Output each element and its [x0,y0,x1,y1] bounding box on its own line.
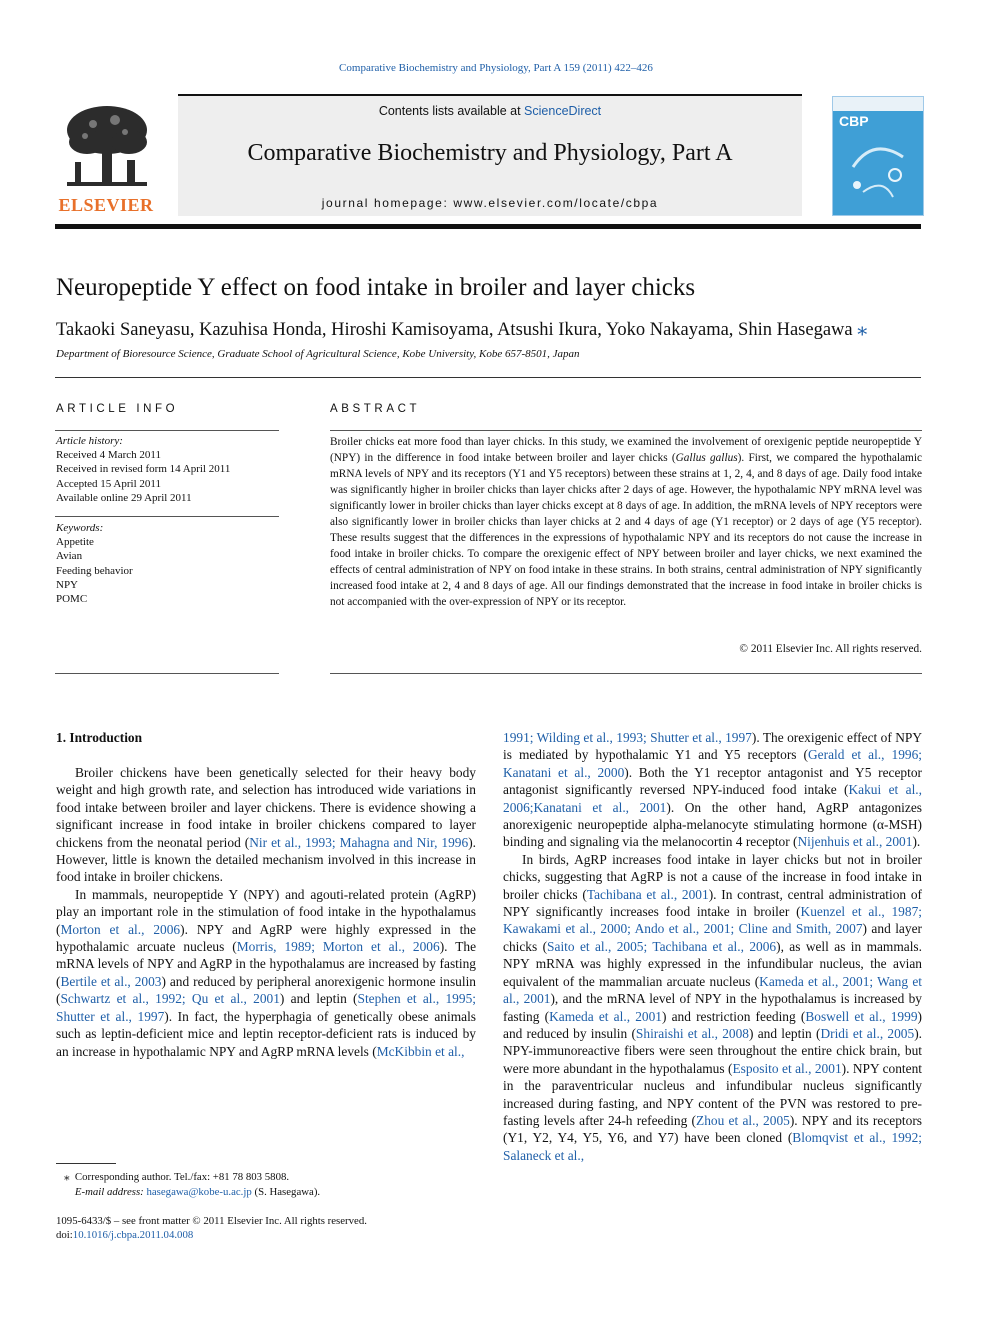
citation-link[interactable]: Stephen et al., 1995; Shutter et al., 1997 [56,991,476,1024]
abstract-text [330,434,922,610]
history-item: Accepted 15 April 2011 [56,477,161,490]
abstract-part: Broiler chicks eat more food than layer chicks. In this study, we examined the involvement of orexigenic peptide neuropeptide Y (NPY) in the difference in food intake between broiler and layer chicks ( [330,436,922,464]
article-info-heading: ARTICLE INFO [56,403,179,415]
body-text: ), as well as in mammals. NPY mRNA was highly expressed in the infundibular nucleus, the avian equivalent of the mammalian arcuate nucleus ( [503,938,922,989]
journal-cover[interactable] [832,96,924,216]
body-text: ), and the mRNA level of NPY in the hypothalamus is increased by fasting ( [503,991,922,1024]
citation-link[interactable]: Nijenhuis et al., 2001 [797,834,913,850]
affiliation: Department of Bioresource Science, Graduate School of Agricultural Science, Kobe University, Kobe 657-8501, Japan [56,348,580,360]
issn-line: 1095-6433/$ – see front matter © 2011 Elsevier Inc. All rights reserved. [56,1215,367,1227]
body-text: ). NPY content in the paraventricular nucleus and infundibular nucleus significantly increased during fasting, and NPY content of the PVN was restored to pre-fasting levels after 24-h refeeding ( [503,1060,922,1128]
keyword: Appetite [56,536,94,549]
article-history [56,434,230,505]
email-line [56,1185,320,1200]
footnote [56,1170,320,1200]
citation-link[interactable]: Dridi et al., 2005 [820,1025,915,1041]
keyword: Avian [56,550,83,563]
history-item: Received in revised form 14 April 2011 [56,463,231,476]
body-paragraph [503,729,922,851]
citation-link[interactable]: 1991; Wilding et al., 1993; Shutter et al., 1997 [503,730,752,745]
citation-link[interactable]: Kuenzel et al., 1987; Kawakami et al., 2000; Ando et al., 2001; Cline and Smith, 2007 [503,904,922,937]
body-text: ). NPY and AgRP were highly expressed in the hypothalamic arcuate nucleus ( [56,921,476,955]
body-text: ). NPY and its receptors (Y1, Y2, Y4, Y5, Y6, and Y7) have been cloned ( [503,1112,922,1146]
corresponding-author-note [56,1170,320,1185]
body-column-right [503,729,922,1164]
homepage-label: journal homepage: [321,196,454,210]
header-rule [55,224,921,229]
elsevier-tree-icon [55,100,157,192]
body-text: ). The mRNA levels of NPY and AgRP in the hypothalamus are increased by fasting ( [56,939,477,989]
citation-link[interactable]: Saito et al., 2005; Tachibana et al., 2006 [547,938,777,954]
homepage-url[interactable]: www.elsevier.com/locate/cbpa [453,196,659,210]
abstract-part: ). First, we compared the hypothalamic mRNA levels of NPY and its receptors (Y1 and Y5 receptors) between these strains at 1, 2, 4, and 8 days of age. Daily food intake was significantly higher in broiler chicks than layer chicks after 2 days of age. However, the hypothalamic NPY mRNA level was significantly lower in broiler chicks than layer chicks except at 8 days of age. In addition, the mRNA levels of NPY receptors were also significantly lower in broiler chicks than layer chicks at 2 and 4 days of age (Y1 receptor) or 2 days of age (Y5 receptor). These results suggest that the differences in the expressions of hypothalamic NPY and its receptors do not cause the increase in food intake in broiler chicks. To compare the orexigenic effect of NPY between broiler and layer chicks, we next examined the effects of central administration of NPY on food intake in these strains. In both strains, central administration of NPY significantly increased food intake at 2, 4 and 8 days of age. All our findings demonstrated that the increase in food intake in broiler chicks is not accompanied with the over-expression of NPY or its receptor. [330,452,922,608]
article-info-rule [55,516,279,517]
body-text: Broiler chickens have been genetically selected for their heavy body weight and high growth rate, and selection has introduced wide variations in food intake between broiler and layer chickens. There is evidence showing a significant increase in food intake in broiler chickens compared to layer chickens from the neonatal period ( [56,765,476,850]
article-title: Neuropeptide Y effect on food intake in broiler and layer chicks [56,274,696,301]
keyword: POMC [56,593,88,606]
citation-link[interactable]: Kakui et al., 2006;Kanatani et al., 2001 [503,782,922,815]
journal-reference[interactable]: Comparative Biochemistry and Physiology, Part A 159 (2011) 422–426 [339,62,653,74]
citation-link[interactable]: Morris, 1989; Morton et al., 2006 [236,939,440,955]
elsevier-wordmark: ELSEVIER [58,195,154,215]
corresponding-author-mark[interactable]: ⁎ [857,318,868,340]
doi-link[interactable]: 10.1016/j.cbpa.2011.04.008 [72,1229,194,1241]
footnote-mark: ⁎ [64,1171,70,1183]
citation-link[interactable]: Bertile et al., 2003 [60,973,162,989]
body-text: In birds, AgRP increases food intake in layer chicks but not in broiler chicks, suggesting that AgRP is not a cause of the increase in food intake in broiler chicks ( [503,851,922,902]
keywords [56,521,133,606]
doi-line [56,1228,367,1242]
citation-link[interactable]: Shiraishi et al., 2008 [635,1025,750,1041]
body-text: ). However, little is known the detailed mechanism involved in this increase in food intake in broiler chickens. [56,834,476,885]
title-rule [55,377,921,378]
body-text: ) and leptin ( [279,991,358,1007]
body-text: ) and restriction feeding ( [661,1008,806,1024]
body-paragraph [56,886,476,1060]
citation-link[interactable]: McKibbin et al., [376,1043,465,1059]
journal-title: Comparative Biochemistry and Physiology, Part A [247,140,733,166]
sciencedirect-link[interactable]: ScienceDirect [524,104,602,118]
body-text: ). On the other hand, AgRP antagonizes anorexigenic neuropeptide alpha-melanocyte stimulating hormone (α-MSH) binding and signaling via the melanocortin 4 receptor ( [503,799,922,850]
author-list [56,316,867,341]
cover-title: CBP [839,113,869,129]
doi-prefix: doi: [56,1229,73,1241]
section-heading-introduction: 1. Introduction [56,730,143,745]
body-text: ). Both the Y1 receptor antagonist and Y5 receptor antagonist significantly reversed NPY-induced food intake ( [503,764,922,798]
contents-line [178,104,802,118]
email-label: E-mail address: [74,1186,144,1198]
keywords-label: Keywords: [56,522,104,534]
citation-link[interactable]: Kameda et al., 2001; Wang et al., 2001 [503,973,922,1007]
body-paragraph [56,764,476,886]
body-text: ) and leptin ( [749,1025,821,1041]
body-text: ) and reduced by peripheral anorexigenic hormone insulin ( [56,973,476,1007]
contents-prefix: Contents lists available at [378,104,525,118]
elsevier-logo [55,100,157,216]
citation-link[interactable]: Boswell et al., 1999 [805,1008,918,1024]
keyword: Feeding behavior [56,564,133,577]
citation-link[interactable]: Kameda et al., 2001 [549,1008,662,1024]
keyword: NPY [56,578,79,591]
body-text: ) and layer chicks ( [503,921,922,954]
citation-link[interactable]: Schwartz et al., 1992; Qu et al., 2001 [60,991,280,1007]
author-names: Takaoki Saneyasu, Kazuhisa Honda, Hiroshi Kamisoyama, Atsushi Ikura, Yoko Nakayama, Shin Hasegawa [56,320,853,340]
cover-illustration-icon [833,97,923,215]
abstract-rule [330,430,922,431]
body-column-left [56,764,476,1060]
body-text: ). [912,834,921,850]
body-text: ). NPY-immunoreactive fibers were seen throughout the entire chick brain, but were more abundant in the hypothalamus ( [503,1025,922,1076]
abstract-rule [330,673,922,674]
article-info-rule [55,673,279,674]
citation-link[interactable]: Esposito et al., 2001 [732,1060,842,1076]
body-text: ). In fact, the hyperphagia of genetically obese animals such as leptin-deficient mice and leptin receptor-deficient rats is induced by an increase in hypothalamic NPY and AgRP mRNA levels ( [56,1008,477,1059]
corresponding-text: Corresponding author. Tel./fax: +81 78 803 5808. [74,1171,290,1183]
citation-link[interactable]: Zhou et al., 2005 [696,1112,790,1128]
body-text: In mammals, neuropeptide Y (NPY) and agouti-related protein (AgRP) play an important role in the stimulation of food intake in the hypothalamus ( [56,886,476,937]
email-link[interactable]: hasegawa@kobe-u.ac.jp [146,1186,252,1198]
body-text: ) and reduced by insulin ( [503,1008,922,1041]
history-item: Available online 29 April 2011 [56,491,192,504]
citation-link[interactable]: Gerald et al., 1996; Kanatani et al., 2000 [503,747,922,780]
footnote-rule [56,1163,116,1164]
abstract-heading: ABSTRACT [330,403,421,415]
body-paragraph [503,851,922,1164]
citation-link[interactable]: Nir et al., 1993; Mahagna and Nir, 1996 [249,834,469,850]
body-text: ). In contrast, central administration of NPY significantly increases food intake in broiler ( [503,886,923,920]
email-suffix: (S. Hasegawa). [254,1186,321,1198]
history-item: Received 4 March 2011 [56,449,161,462]
article-info-rule [55,430,279,431]
front-matter [56,1214,367,1242]
copyright-line: © 2011 Elsevier Inc. All rights reserved. [739,643,922,655]
history-label: Article history: [56,435,123,447]
species-name: Gallus gallus [675,452,738,464]
citation-link[interactable]: Tachibana et al., 2001 [586,886,709,902]
journal-homepage [178,196,802,210]
citation-link[interactable]: Morton et al., 2006 [60,921,181,937]
citation-link[interactable]: Blomqvist et al., 1992; Salaneck et al., [503,1130,922,1163]
body-text: ). The orexigenic effect of NPY is mediated by hypothalamic Y1 and Y5 receptors ( [503,730,922,763]
